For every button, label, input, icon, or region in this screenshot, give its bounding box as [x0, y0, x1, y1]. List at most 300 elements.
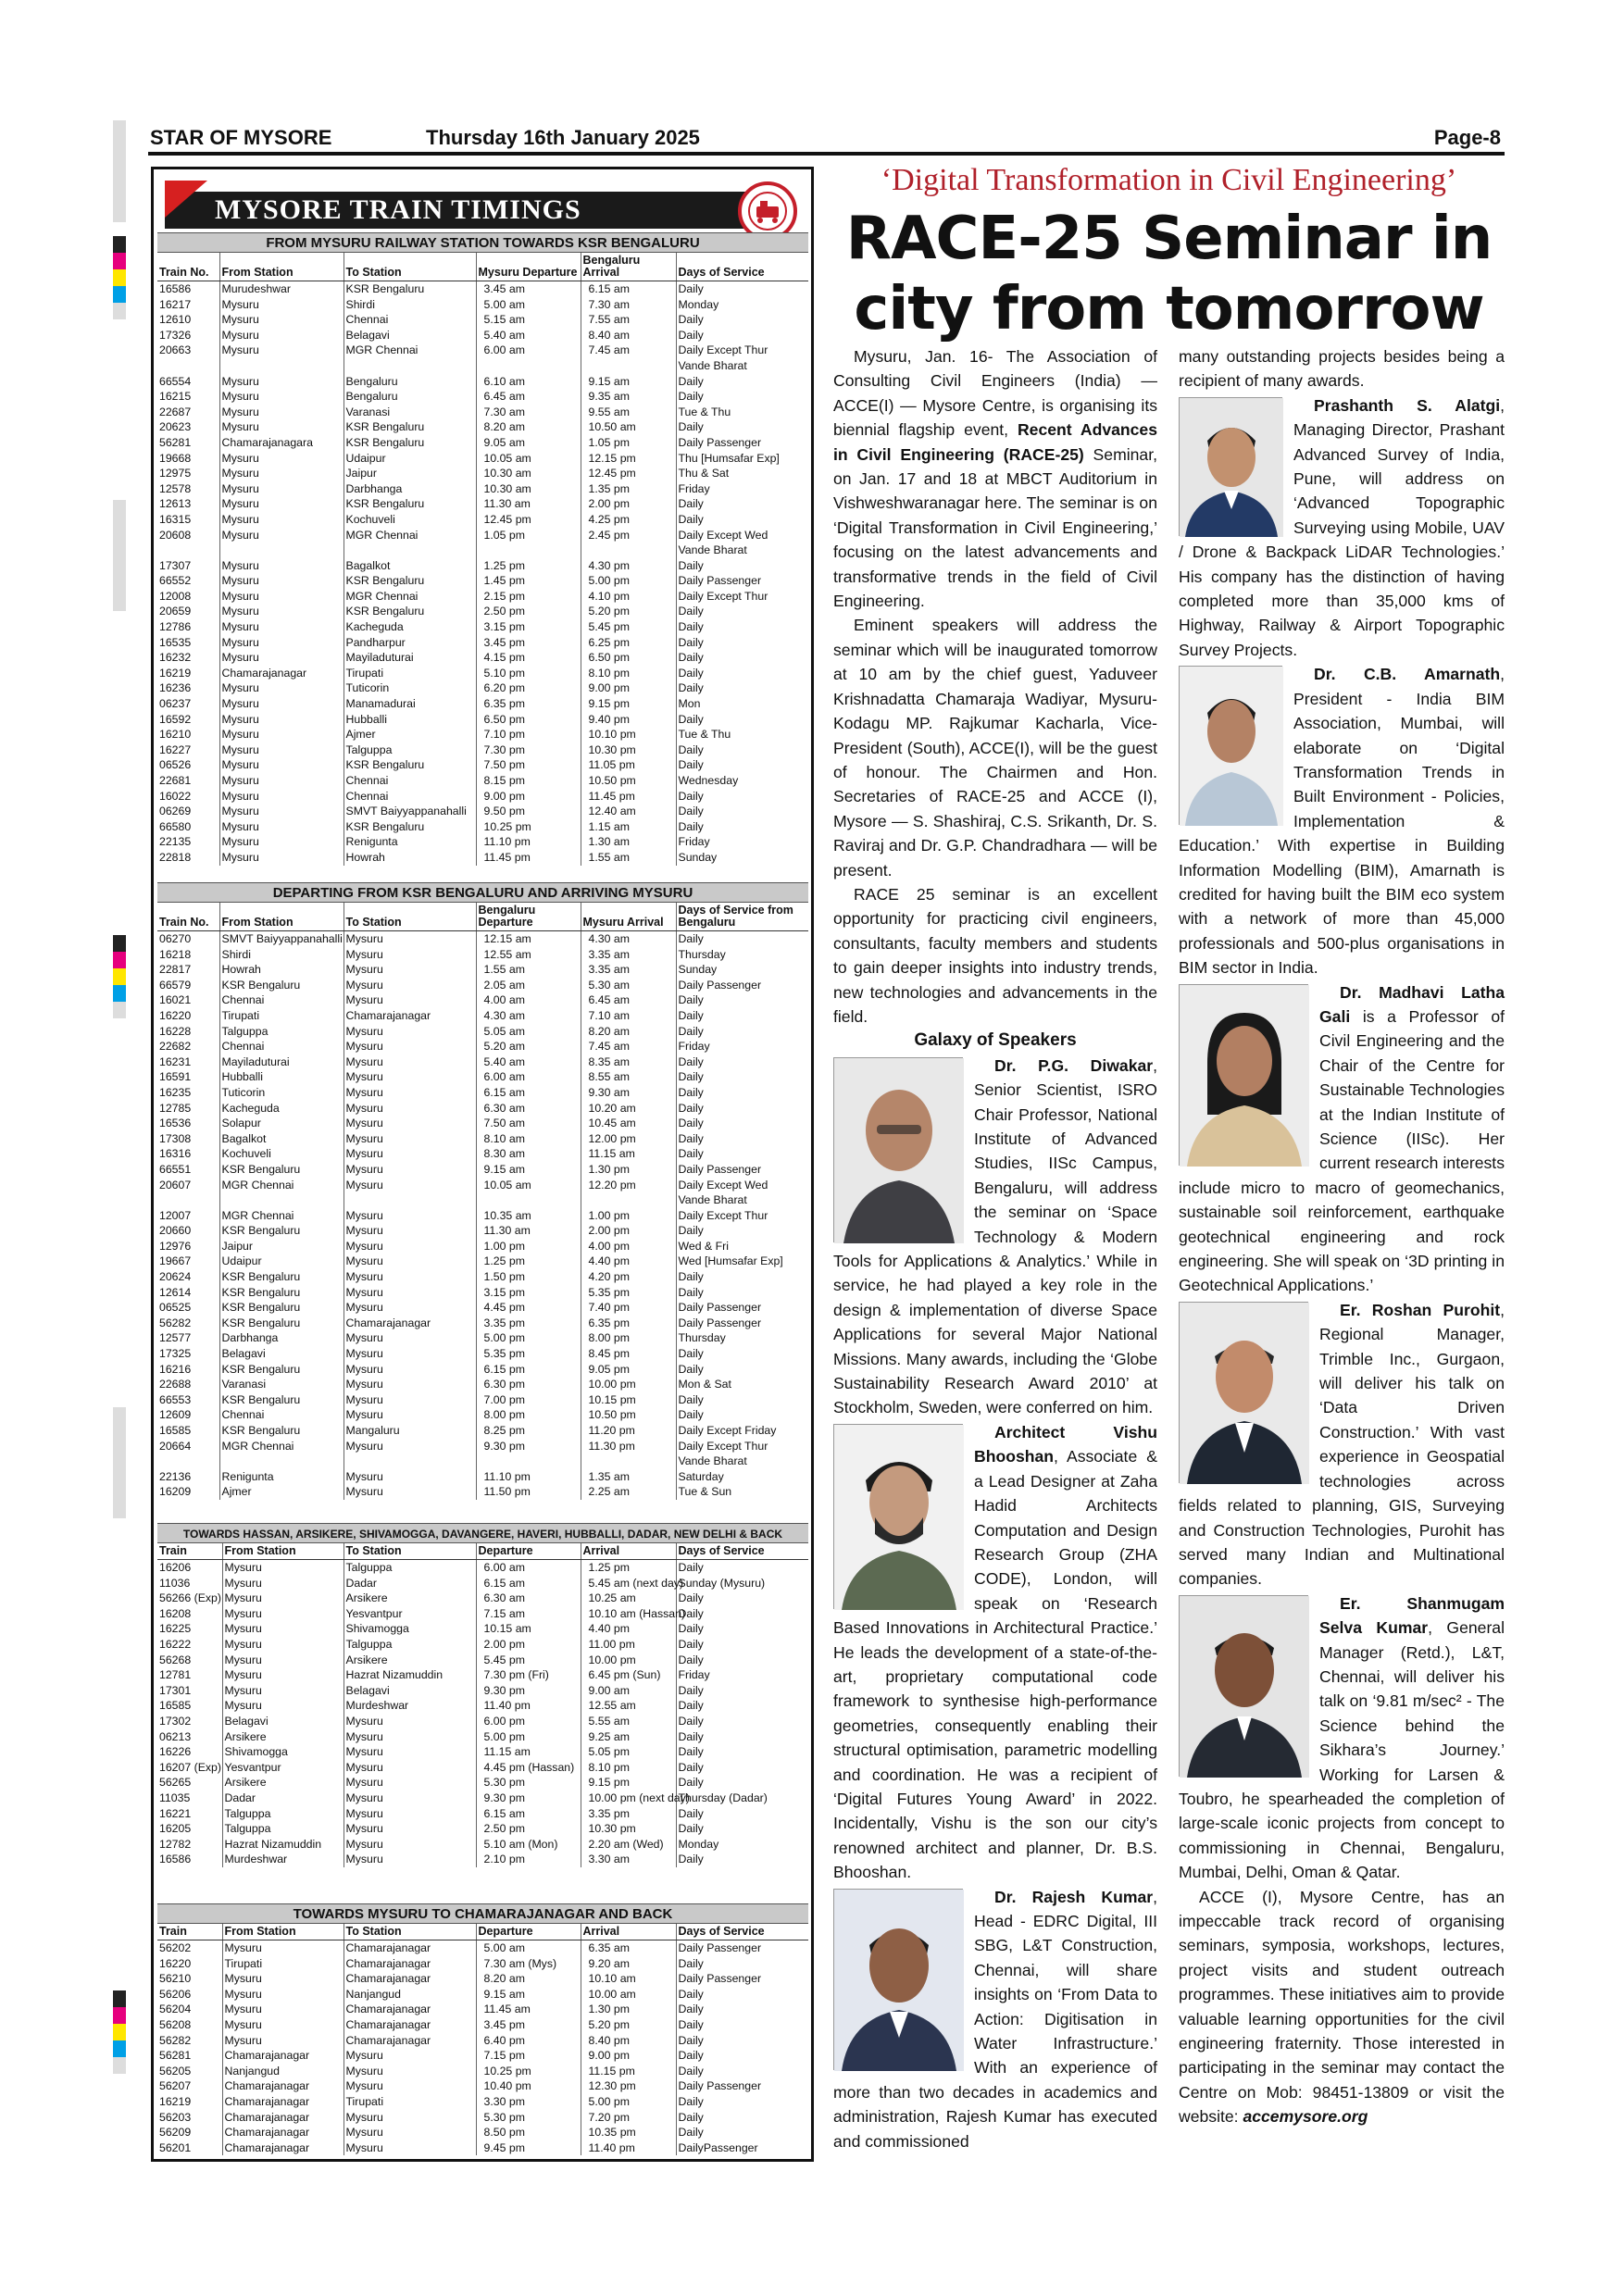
table-row: [157, 1300, 808, 1316]
table-cell: 10.15 pm: [581, 1392, 676, 1408]
table-cell: Daily Except Thur Vande Bharat: [676, 343, 808, 373]
table-cell: 9.15 am: [476, 1162, 581, 1178]
table-cell: Belagavi: [344, 1683, 476, 1699]
red-accent-triangle: [165, 181, 207, 218]
section-hassan-shivamogga-route: [157, 1523, 808, 1867]
table-cell: 11035: [159, 1791, 191, 1804]
table-cell: MGR Chennai: [344, 528, 476, 558]
table-cell: Jaipur: [219, 1239, 344, 1254]
table-cell: Daily: [676, 2017, 808, 2033]
table-cell: Mysuru: [219, 757, 344, 773]
timetable: [157, 1543, 808, 1867]
table-cell: Talguppa: [344, 1560, 476, 1576]
table-cell: Daily: [676, 666, 808, 681]
article-paragraph: ACCE (I), Mysore Centre, has an impeccable track record of organising seminars, symposia, workshops, lectures, project visits and student outreach programmes. These initiatives aim to provide valuable learning opportunities for the civil engineering fraternity. Those interested in participating in the seminar may contact the Centre on Mob: 98451-13809 or visit the website: accemysore.org: [1179, 1887, 1505, 2127]
table-cell: Mysuru: [222, 1606, 344, 1622]
table-row: [157, 1407, 808, 1423]
table-cell: 56207: [159, 2079, 192, 2093]
table-row: [157, 389, 808, 405]
table-cell: 6.00 am: [476, 343, 581, 373]
table-cell: 7.15 pm: [476, 2048, 581, 2064]
table-cell: Chennai: [344, 773, 476, 789]
table-cell: 9.30 pm: [476, 1439, 581, 1469]
table-cell: 16222: [159, 1637, 192, 1651]
table-cell: Pandharpur: [344, 635, 476, 651]
table-cell: 8.25 pm: [476, 1423, 581, 1439]
table-cell: Mysuru: [219, 804, 344, 819]
table-cell: KSR Bengaluru: [344, 757, 476, 773]
table-cell: Mayiladuturai: [344, 650, 476, 666]
table-row: [157, 1852, 808, 1867]
table-cell: Mysuru: [344, 1392, 476, 1408]
table-cell: Mysuru: [344, 1729, 476, 1745]
table-cell: Daily: [676, 1606, 808, 1622]
table-cell: 6.20 pm: [476, 680, 581, 696]
column-header: Train No.: [157, 903, 219, 931]
table-row: [157, 1208, 808, 1224]
table-cell: Daily: [676, 2064, 808, 2079]
table-cell: Chamarajanagar: [222, 2110, 344, 2126]
table-cell: 66553: [159, 1392, 192, 1406]
table-cell: Tirupati: [344, 666, 476, 681]
table-cell: 20607: [159, 1178, 192, 1192]
table-cell: 16021: [159, 993, 192, 1007]
table-cell: 12.15 am: [476, 931, 581, 947]
table-cell: 4.10 pm: [581, 589, 676, 605]
table-cell: 8.35 am: [581, 1054, 676, 1070]
table-cell: 8.45 pm: [581, 1346, 676, 1362]
table-cell: 56206: [159, 1987, 192, 2001]
table-cell: 12976: [159, 1239, 192, 1253]
table-cell: Hubballi: [219, 1069, 344, 1085]
table-cell: Dadar: [344, 1576, 476, 1591]
table-cell: 11.45 pm: [581, 789, 676, 805]
table-cell: Daily: [676, 1637, 808, 1653]
table-cell: 10.25 pm: [476, 2064, 581, 2079]
table-cell: Daily: [676, 1683, 808, 1699]
table-cell: Mysuru: [219, 466, 344, 481]
table-row: [157, 1254, 808, 1269]
table-cell: Daily: [676, 2125, 808, 2140]
table-cell: Mysuru: [344, 1269, 476, 1285]
table-cell: Arsikere: [222, 1775, 344, 1791]
table-cell: 12.40 am: [581, 804, 676, 819]
table-cell: Daily: [676, 1116, 808, 1131]
table-row: [157, 2064, 808, 2079]
table-cell: Daily: [676, 1101, 808, 1117]
table-cell: 16232: [159, 651, 192, 665]
table-cell: Daily Passenger: [676, 573, 808, 589]
table-cell: 6.45 pm (Sun): [581, 1667, 676, 1683]
table-cell: 56203: [159, 2110, 192, 2124]
table-cell: 8.40 pm: [581, 2033, 676, 2049]
table-cell: Mangaluru: [344, 1423, 476, 1439]
table-cell: Mysuru: [344, 1178, 476, 1208]
table-cell: 66551: [159, 1162, 192, 1176]
table-cell: 17325: [159, 1347, 192, 1361]
table-cell: Belagavi: [344, 328, 476, 343]
column-header: To Station: [344, 903, 476, 931]
article-paragraph: Mysuru, Jan. 16- The Association of Consulting Civil Engineers (India) — ACCE(I) — Mysore Centre, is organising its biennial flagship event, Recent Advances in Civil Engineering (RACE-25) Seminar, on Jan. 17 and 18 at MBCT Auditorium in Vishweshwaranagar here. The seminar is on ‘Digital Transformation in Civil Engineering,’ focusing on the latest advancements and transformative trends in the field of Civil Engineering.: [833, 347, 1157, 611]
table-cell: 5.00 pm: [476, 1330, 581, 1346]
table-cell: Hubballi: [344, 712, 476, 728]
table-cell: Mysuru: [344, 1852, 476, 1867]
table-row: [157, 1806, 808, 1822]
table-cell: 8.40 am: [581, 328, 676, 343]
table-row: [157, 1146, 808, 1162]
table-cell: Mysuru: [344, 2140, 476, 2156]
table-cell: 12.45 pm: [581, 466, 676, 481]
table-row: [157, 1346, 808, 1362]
table-cell: Mysuru: [219, 604, 344, 619]
table-cell: 1.45 pm: [476, 573, 581, 589]
table-cell: Daily: [676, 312, 808, 328]
table-cell: 10.10 am (Hassan): [581, 1606, 676, 1622]
registration-bar-bottom: [113, 1990, 126, 2074]
table-cell: Daily: [676, 2002, 808, 2017]
section-title: TOWARDS HASSAN, ARSIKERE, SHIVAMOGGA, DAVANGERE, HAVERI, HUBBALLI, DADAR, NEW DELHI & BACK: [157, 1523, 808, 1543]
table-row: [157, 742, 808, 758]
table-cell: 11.45 am: [476, 2002, 581, 2017]
table-cell: 2.50 pm: [476, 1821, 581, 1837]
article-kicker: ‘Digital Transformation in Civil Engineering’: [881, 163, 1457, 197]
table-cell: 22135: [159, 835, 192, 849]
table-cell: 8.00 pm: [581, 1330, 676, 1346]
table-cell: Chamarajanagar: [344, 1316, 476, 1331]
table-cell: Hazrat Nizamuddin: [222, 1837, 344, 1853]
table-cell: 6.45 am: [581, 992, 676, 1008]
table-cell: Murudeshwar: [219, 281, 344, 297]
table-row: [157, 374, 808, 390]
table-cell: 16217: [159, 297, 192, 311]
table-row: [157, 789, 808, 805]
table-cell: 11.15 pm: [581, 2064, 676, 2079]
table-cell: 1.15 am: [581, 819, 676, 835]
table-cell: 7.50 pm: [476, 757, 581, 773]
column-header: To Station: [344, 253, 476, 281]
table-cell: 66552: [159, 574, 192, 588]
table-cell: Daily: [676, 281, 808, 297]
table-cell: Solapur: [219, 1116, 344, 1131]
table-cell: 06526: [159, 758, 192, 772]
table-cell: 22688: [159, 1378, 192, 1391]
table-row: [157, 328, 808, 343]
table-cell: KSR Bengaluru: [219, 1423, 344, 1439]
table-cell: 9.45 pm: [476, 2140, 581, 2156]
table-row: [157, 635, 808, 651]
website-link[interactable]: accemysore.org: [1243, 2107, 1368, 2127]
table-row: [157, 1377, 808, 1392]
table-cell: Daily: [676, 374, 808, 390]
table-cell: 4.00 am: [476, 992, 581, 1008]
table-cell: Daily: [676, 389, 808, 405]
article-headline: RACE-25 Seminar in city from tomorrow: [845, 205, 1493, 343]
table-row: [157, 1606, 808, 1622]
table-row: [157, 947, 808, 963]
table-cell: Talguppa: [222, 1806, 344, 1822]
registration-strip: [113, 500, 126, 611]
table-row: [157, 696, 808, 712]
table-cell: Daily: [676, 1744, 808, 1760]
table-row: [157, 1330, 808, 1346]
table-cell: Yesvantpur: [222, 1760, 344, 1776]
table-cell: Belagavi: [219, 1346, 344, 1362]
table-cell: 11.15 am: [476, 1744, 581, 1760]
table-cell: 16585: [159, 1699, 192, 1713]
column-header: Days of Service: [676, 1924, 808, 1940]
table-cell: Mysuru: [344, 1346, 476, 1362]
table-cell: 20660: [159, 1224, 192, 1238]
table-cell: Mysuru: [344, 1146, 476, 1162]
table-row: [157, 1576, 808, 1591]
table-cell: Mysuru: [219, 850, 344, 866]
table-cell: Mysuru: [344, 1131, 476, 1147]
table-cell: 16316: [159, 1147, 192, 1161]
table-cell: Daily Except Friday: [676, 1423, 808, 1439]
table-cell: 9.25 am: [581, 1729, 676, 1745]
table-cell: 16226: [159, 1745, 192, 1759]
table-row: [157, 343, 808, 373]
table-cell: 6.35 pm: [476, 696, 581, 712]
table-row: [157, 1285, 808, 1301]
table-cell: 1.35 am: [581, 1469, 676, 1485]
table-cell: Daily: [676, 712, 808, 728]
table-cell: Mysuru: [344, 1069, 476, 1085]
table-cell: 22687: [159, 405, 192, 418]
table-row: [157, 589, 808, 605]
table-cell: Mysuru: [344, 1330, 476, 1346]
table-cell: Arsikere: [222, 1729, 344, 1745]
article-subhead: Galaxy of Speakers: [914, 1030, 1077, 1051]
column-header: Train: [157, 1543, 222, 1560]
table-cell: 5.30 pm: [476, 2110, 581, 2126]
table-cell: 10.20 am: [581, 1101, 676, 1117]
table-cell: Mysuru: [222, 1637, 344, 1653]
speaker-paragraph: Prashanth S. Alatgi, Managing Director, Prashant Advanced Survey of India, Pune, will address on ‘Advanced Topographic Surveying using Mobile, UAV / Drone & Backpack LiDAR Technologies.’ His company has the distinction of having completed more than 35,000 kms of Highway, Railway & Airport Topographic Survey Projects.: [1179, 395, 1505, 659]
table-row: [157, 1837, 808, 1853]
table-cell: Mysuru: [219, 328, 344, 343]
table-cell: Daily: [676, 512, 808, 528]
table-row: [157, 1714, 808, 1729]
table-cell: 6.15 am: [476, 1576, 581, 1591]
table-cell: Daily: [676, 819, 808, 835]
table-cell: Monday: [676, 297, 808, 313]
table-cell: Daily Passenger: [676, 435, 808, 451]
speaker-photo-rajesh-kumar: [833, 1889, 963, 2070]
table-cell: 16586: [159, 1853, 192, 1866]
table-cell: Mysuru: [219, 650, 344, 666]
table-cell: DailyPassenger: [676, 2140, 808, 2156]
table-cell: Daily: [676, 742, 808, 758]
table-cell: Daily: [676, 2033, 808, 2049]
table-cell: Mysuru: [222, 1653, 344, 1668]
table-row: [157, 1560, 808, 1576]
table-cell: 12975: [159, 467, 192, 480]
table-cell: Mysuru: [222, 1698, 344, 1714]
table-cell: 11036: [159, 1576, 191, 1590]
table-cell: 17301: [159, 1683, 192, 1697]
table-row: [157, 2094, 808, 2110]
table-cell: 10.35 am: [476, 1208, 581, 1224]
table-cell: 7.45 am: [581, 343, 676, 373]
table-cell: 3.45 am: [476, 281, 581, 297]
table-cell: 16236: [159, 681, 192, 695]
table-cell: 11.30 am: [476, 496, 581, 512]
table-cell: KSR Bengaluru: [344, 419, 476, 435]
table-cell: Mysuru: [344, 1085, 476, 1101]
table-cell: 12614: [159, 1285, 192, 1299]
table-cell: 9.20 am: [581, 1956, 676, 1972]
table-cell: 6.00 am: [476, 1560, 581, 1576]
table-cell: 11.05 pm: [581, 757, 676, 773]
table-cell: 5.30 am: [581, 978, 676, 993]
table-row: [157, 451, 808, 467]
table-cell: Chamarajanagar: [344, 1008, 476, 1024]
table-cell: Chamarajanagar: [222, 2078, 344, 2094]
table-cell: Daily: [676, 1285, 808, 1301]
table-cell: 56205: [159, 2064, 192, 2078]
column-header: Arrival: [581, 1543, 676, 1560]
table-cell: 6.30 pm: [476, 1377, 581, 1392]
table-row: [157, 2125, 808, 2140]
table-cell: Mysuru: [344, 1714, 476, 1729]
table-cell: Mysuru: [219, 789, 344, 805]
table-cell: 10.05 am: [476, 451, 581, 467]
table-cell: 9.15 am: [581, 374, 676, 390]
table-cell: 16220: [159, 1008, 192, 1022]
table-cell: 10.10 pm: [581, 727, 676, 742]
table-row: [157, 2110, 808, 2126]
table-cell: 12.30 pm: [581, 2078, 676, 2094]
table-cell: 1.30 pm: [581, 1162, 676, 1178]
table-cell: 6.50 pm: [476, 712, 581, 728]
table-cell: 2.05 am: [476, 978, 581, 993]
table-cell: MGR Chennai: [219, 1208, 344, 1224]
table-cell: 16219: [159, 666, 192, 680]
table-cell: 11.00 pm: [581, 1637, 676, 1653]
table-cell: Mysuru: [344, 1254, 476, 1269]
table-cell: 56209: [159, 2126, 192, 2140]
column-header: Arrival: [581, 1924, 676, 1940]
publication-name: STAR OF MYSORE: [150, 126, 332, 149]
table-row: [157, 1987, 808, 2003]
table-cell: 8.10 pm: [581, 666, 676, 681]
table-cell: 11.45 pm: [476, 850, 581, 866]
table-cell: 10.50 pm: [581, 1407, 676, 1423]
table-cell: 1.30 am: [581, 834, 676, 850]
speaker-photo-roshan-purohit: [1179, 1302, 1308, 1483]
table-cell: Daily: [676, 1024, 808, 1040]
table-cell: 9.05 am: [476, 435, 581, 451]
table-cell: Tuticorin: [344, 680, 476, 696]
table-cell: Darbhanga: [219, 1330, 344, 1346]
table-cell: 7.30 am (Mys): [476, 1956, 581, 1972]
table-cell: Daily: [676, 1714, 808, 1729]
table-row: [157, 466, 808, 481]
table-cell: 5.00 pm: [581, 2094, 676, 2110]
table-cell: Mysuru: [344, 1239, 476, 1254]
table-cell: KSR Bengaluru: [219, 1392, 344, 1408]
speaker-photo-amarnath: [1179, 666, 1282, 825]
table-cell: Shivamogga: [222, 1744, 344, 1760]
table-row: [157, 405, 808, 420]
table-cell: Murdeshwar: [222, 1852, 344, 1867]
table-cell: 6.00 am: [476, 1069, 581, 1085]
table-cell: 10.25 pm: [476, 819, 581, 835]
table-cell: Nanjangud: [344, 1987, 476, 2003]
column-header: Departure: [476, 1924, 581, 1940]
table-cell: Daily Passenger: [676, 1300, 808, 1316]
table-cell: Mysuru: [344, 1469, 476, 1485]
table-cell: 7.30 am: [581, 297, 676, 313]
table-cell: Udaipur: [219, 1254, 344, 1269]
table-row: [157, 931, 808, 947]
table-cell: 56204: [159, 2003, 192, 2016]
table-cell: Chamarajanagar: [344, 1940, 476, 1956]
table-cell: Howrah: [219, 962, 344, 978]
table-cell: 2.00 pm: [581, 1223, 676, 1239]
table-cell: Daily Passenger: [676, 1162, 808, 1178]
table-cell: 16210: [159, 728, 192, 742]
table-cell: 12008: [159, 589, 192, 603]
table-cell: 20608: [159, 528, 192, 542]
table-cell: Sunday: [676, 850, 808, 866]
table-cell: Daily: [676, 1956, 808, 1972]
table-cell: 6.15 am: [476, 1806, 581, 1822]
table-cell: KSR Bengaluru: [344, 435, 476, 451]
table-cell: 56281: [159, 2049, 192, 2063]
table-cell: 11.40 pm: [476, 1698, 581, 1714]
table-cell: 17307: [159, 558, 192, 572]
table-cell: 12007: [159, 1208, 192, 1222]
table-cell: Chamarajanagar: [222, 2094, 344, 2110]
table-cell: 16228: [159, 1024, 192, 1038]
table-cell: Tirupati: [222, 1956, 344, 1972]
table-cell: 10.15 am: [476, 1621, 581, 1637]
table-cell: 7.40 pm: [581, 1300, 676, 1316]
table-cell: Mysuru: [219, 696, 344, 712]
speaker-photo-madhavi-latha-gali: [1179, 984, 1308, 1166]
table-cell: 3.35 pm: [581, 1806, 676, 1822]
table-cell: Daily Passenger: [676, 1971, 808, 1987]
table-cell: KSR Bengaluru: [344, 604, 476, 619]
column-header: Train No.: [157, 253, 219, 281]
table-cell: Chennai: [219, 1039, 344, 1054]
table-cell: Mysuru: [219, 773, 344, 789]
table-cell: Mysuru: [344, 1101, 476, 1117]
table-cell: 12.20 pm: [581, 1178, 676, 1208]
table-cell: 11.15 am: [581, 1146, 676, 1162]
table-cell: Mysuru: [222, 2002, 344, 2017]
table-cell: Shivamogga: [344, 1621, 476, 1637]
table-cell: Chennai: [344, 312, 476, 328]
table-cell: Daily: [676, 558, 808, 574]
table-cell: Mon & Sat: [676, 1377, 808, 1392]
column-header: Days of Service: [676, 1543, 808, 1560]
table-cell: Mysuru: [222, 1971, 344, 1987]
table-cell: 16536: [159, 1117, 192, 1130]
table-cell: Daily: [676, 1760, 808, 1776]
article-paragraph: Eminent speakers will address the seminar which will be inaugurated tomorrow at 10 am by the chief guest, Yaduveer Krishnadatta Chamaraja Wadiyar, Mysuru-Kodagu MP. Rajkumar Kacharla, Vice-President (South), ACCE(I), will be the guest of honour. The Chairmen and Hon. Secretaries of RACE-25 and ACCE (I), Mysore — S. Shashiraj, C.S. Srikanth, Dr. S. Raviraj and Dr. G.P. Chandradhara — will be present.: [833, 616, 1157, 880]
table-row: [157, 1131, 808, 1147]
table-cell: 6.35 pm: [581, 1316, 676, 1331]
table-cell: 9.40 pm: [581, 712, 676, 728]
table-cell: 3.35 pm: [476, 1316, 581, 1331]
table-cell: Dadar: [222, 1791, 344, 1806]
table-cell: 10.45 am: [581, 1116, 676, 1131]
table-cell: Chamarajanagar: [344, 1956, 476, 1972]
speaker-photo-alatgi: [1179, 397, 1282, 536]
